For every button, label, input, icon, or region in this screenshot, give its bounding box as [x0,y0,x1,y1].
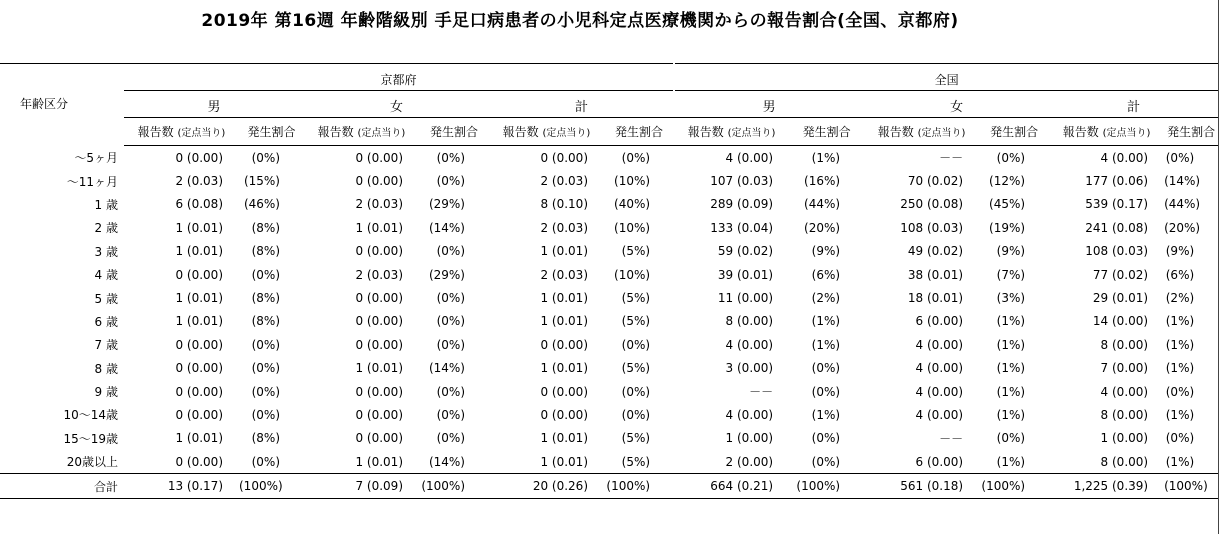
age-group-label: ～11ヶ月 [66,174,118,189]
region-header-national: 全国 [674,64,1218,91]
table-row [0,380,1218,403]
incidence-ratio-cell: (14%) [1164,174,1201,189]
incidence-ratio-cell: (29%) [428,267,465,282]
report-count-header [304,118,419,146]
age-group-label: 8 歳 [94,361,118,376]
table-row [0,403,1218,426]
incidence-ratio-cell: (0%) [251,337,280,352]
incidence-ratio-cell: (0%) [1165,384,1195,399]
report-count-cell: 39 (0.01) [717,267,774,282]
incidence-ratio-cell: (9%) [1165,244,1195,259]
incidence-ratio-cell: (1%) [996,361,1026,376]
report-count-cell: 0 (0.00) [175,384,223,399]
report-count-cell: 13 (0.17) [124,474,239,499]
report-count-cell: 241 (0.08) [1085,220,1149,235]
report-count-cell: 4 (0.00) [915,361,964,376]
report-count-cell: 11 (0.00) [717,291,774,306]
report-count-cell: 2 (0.03) [355,197,403,212]
incidence-ratio-cell: (8%) [251,314,280,329]
report-count-cell: 1 (0.01) [175,291,223,306]
sex-header: 男 [674,91,864,118]
report-count-cell: 0 (0.00) [175,267,223,282]
incidence-ratio-cell: (14%) [428,454,465,469]
report-count-cell: 38 (0.01) [907,267,964,282]
incidence-ratio-cell: (1%) [996,314,1026,329]
per-sentinel-label: (定点当り) [1102,128,1151,139]
report-count-cell: 7 (0.09) [304,474,419,499]
report-count-cell: 1 (0.01) [540,291,588,306]
report-count-header [124,118,239,146]
report-count-cell: 2 (0.03) [540,220,588,235]
incidence-ratio-cell: (0%) [621,384,651,399]
report-count-cell: 8 (0.00) [1100,454,1149,469]
report-count-label: 報告数 [877,125,914,139]
table-row [0,333,1218,356]
incidence-ratio-cell: (0%) [436,384,465,399]
incidence-ratio-header: 発生割合 [239,118,304,146]
incidence-ratio-cell: (100%) [604,474,674,499]
incidence-ratio-cell: (8%) [251,220,280,235]
report-count-cell: 107 (0.03) [710,174,774,189]
report-count-cell: 0 (0.00) [355,407,403,422]
incidence-ratio-cell: (3%) [996,291,1026,306]
report-count-cell: 1 (0.01) [540,431,588,446]
report-count-cell: 4 (0.00) [1100,150,1149,165]
report-count-cell: 7 (0.00) [1100,361,1149,376]
table-row [0,216,1218,239]
incidence-ratio-cell: (9%) [811,244,841,259]
incidence-ratio-header: 発生割合 [1164,118,1218,146]
incidence-ratio-cell: (5%) [621,244,651,259]
incidence-ratio-cell: (1%) [1165,337,1195,352]
report-count-label: 報告数 [137,125,174,139]
age-group-label: 7 歳 [94,338,118,353]
report-count-cell: 0 (0.00) [540,337,588,352]
report-count-cell: 0 (0.00) [355,150,403,165]
table-row [0,240,1218,263]
incidence-ratio-cell: (19%) [989,220,1026,235]
age-group-label: 6 歳 [94,314,118,329]
incidence-ratio-cell: (0%) [1165,150,1195,165]
report-count-cell: 0 (0.00) [355,174,403,189]
report-count-cell: 0 (0.00) [355,431,403,446]
report-count-cell: 6 (0.00) [915,454,964,469]
incidence-ratio-cell: (0%) [811,454,841,469]
incidence-ratio-cell: (0%) [811,384,841,399]
report-count-cell: 4 (0.00) [1100,384,1149,399]
incidence-ratio-cell: (1%) [1165,454,1195,469]
sex-header: 女 [864,91,1049,118]
incidence-ratio-cell: (5%) [621,361,651,376]
per-sentinel-label: (定点当り) [727,128,776,139]
incidence-ratio-cell: (0%) [621,150,651,165]
report-count-cell: 8 (0.00) [1100,337,1149,352]
report-count-cell: 6 (0.08) [175,197,223,212]
report-count-cell: 1 (0.01) [540,244,588,259]
report-count-cell: 2 (0.00) [725,454,774,469]
report-count-label: 報告数 [1062,125,1099,139]
report-count-cell: 70 (0.02) [907,174,964,189]
report-count-cell: 1,225 (0.39) [1049,474,1164,499]
incidence-ratio-cell: (10%) [614,267,651,282]
incidence-ratio-cell: (40%) [614,197,651,212]
report-count-cell: 177 (0.06) [1085,174,1149,189]
age-group-label: 20歳以上 [66,455,118,470]
report-count-cell: 0 (0.00) [175,150,223,165]
report-count-cell: 1 (0.01) [175,220,223,235]
incidence-ratio-cell: (5%) [621,454,651,469]
incidence-ratio-cell: (45%) [989,197,1026,212]
incidence-ratio-cell: (1%) [1165,361,1195,376]
age-group-label: 5 歳 [94,291,118,306]
incidence-ratio-cell: (0%) [436,150,465,165]
incidence-ratio-cell: (0%) [996,431,1026,446]
incidence-ratio-cell: (0%) [436,291,465,306]
table-row [0,357,1218,380]
report-count-cell: 1 (0.01) [355,361,403,376]
report-count-header [864,118,979,146]
report-count-cell: 1 (0.00) [1100,431,1149,446]
page-title: 2019年 第16週 年齢階級別 手足口病患者の小児科定点医療機関からの報告割合(全国、京都府) [201,11,959,31]
per-sentinel-label: (定点当り) [917,128,966,139]
report-count-cell: 2 (0.03) [175,174,223,189]
sex-header: 計 [1049,91,1218,118]
report-count-cell: 539 (0.17) [1085,197,1149,212]
incidence-ratio-cell: (0%) [1165,431,1195,446]
report-count-cell: 1 (0.01) [175,314,223,329]
incidence-ratio-cell: (20%) [1164,220,1201,235]
report-count-cell: 250 (0.08) [900,197,964,212]
incidence-ratio-cell: (0%) [621,337,651,352]
report-count-label: 報告数 [687,125,724,139]
per-sentinel-label: (定点当り) [357,128,406,139]
per-sentinel-label: (定点当り) [177,128,226,139]
table-row [0,310,1218,333]
incidence-ratio-cell: (9%) [996,244,1026,259]
table-row [0,193,1218,216]
incidence-ratio-cell: (10%) [614,174,651,189]
incidence-ratio-cell: (0%) [251,407,280,422]
age-group-label: 合計 [0,474,124,499]
incidence-ratio-cell: (0%) [251,150,280,165]
incidence-ratio-cell: (44%) [1164,197,1201,212]
report-count-cell: 0 (0.00) [540,384,588,399]
report-count-cell: 1 (0.01) [175,244,223,259]
report-count-cell: 6 (0.00) [915,314,964,329]
report-count-cell: 8 (0.00) [1100,407,1149,422]
report-count-cell: 4 (0.00) [915,407,964,422]
incidence-ratio-cell: (8%) [251,244,280,259]
report-count-header [674,118,789,146]
report-count-cell: 0 (0.00) [355,291,403,306]
total-row [0,474,1218,499]
report-count-cell: 0 (0.00) [355,314,403,329]
report-count-cell: 1 (0.01) [355,454,403,469]
report-count-cell: －－ [939,151,964,166]
incidence-ratio-cell: (8%) [251,431,280,446]
report-count-cell: 108 (0.03) [1085,244,1149,259]
report-count-cell: 561 (0.18) [864,474,979,499]
age-group-label: 1 歳 [94,197,118,212]
incidence-ratio-cell: (1%) [996,337,1026,352]
incidence-ratio-cell: (7%) [996,267,1026,282]
incidence-ratio-cell: (1%) [996,454,1026,469]
incidence-ratio-cell: (5%) [621,431,651,446]
report-count-header [1049,118,1164,146]
incidence-ratio-cell: (0%) [251,384,280,399]
report-count-cell: 29 (0.01) [1092,291,1149,306]
report-count-cell: 77 (0.02) [1092,267,1149,282]
incidence-ratio-cell: (5%) [621,314,651,329]
age-group-label: ～5ヶ月 [74,150,118,165]
age-group-label: 15～19歳 [63,431,118,446]
report-count-cell: 133 (0.04) [710,220,774,235]
incidence-ratio-cell: (0%) [811,431,841,446]
report-count-cell: 4 (0.00) [915,337,964,352]
report-count-cell: 0 (0.00) [175,407,223,422]
incidence-ratio-cell: (0%) [621,407,651,422]
report-count-header [489,118,604,146]
report-count-cell: 1 (0.01) [355,220,403,235]
region-header-kyoto: 京都府 [124,64,674,91]
report-count-cell: 0 (0.00) [540,407,588,422]
report-count-cell: 4 (0.00) [915,384,964,399]
table-row [0,169,1218,192]
report-count-label: 報告数 [317,125,354,139]
incidence-ratio-cell: (29%) [428,197,465,212]
table-row [0,450,1218,474]
table-row [0,286,1218,309]
incidence-ratio-cell: (20%) [804,220,841,235]
incidence-ratio-cell: (1%) [1165,407,1195,422]
incidence-ratio-cell: (0%) [251,267,280,282]
report-count-cell: 49 (0.02) [907,244,964,259]
report-count-cell: －－ [749,385,774,400]
report-count-cell: 20 (0.26) [489,474,604,499]
incidence-ratio-cell: (1%) [811,314,841,329]
incidence-ratio-cell: (100%) [419,474,489,499]
report-count-cell: 2 (0.03) [540,174,588,189]
age-group-label: 9 歳 [94,385,118,400]
age-group-label: 3 歳 [94,244,118,259]
incidence-ratio-cell: (100%) [789,474,864,499]
report-count-cell: 18 (0.01) [907,291,964,306]
incidence-ratio-cell: (0%) [436,431,465,446]
incidence-ratio-cell: (100%) [979,474,1049,499]
incidence-ratio-cell: (2%) [811,291,841,306]
report-count-cell: 108 (0.03) [900,220,964,235]
incidence-ratio-cell: (0%) [251,361,280,376]
report-table [0,63,1218,499]
table-row [0,146,1218,170]
incidence-ratio-cell: (100%) [1164,474,1218,499]
report-count-cell: 0 (0.00) [175,454,223,469]
incidence-ratio-cell: (1%) [996,407,1026,422]
report-count-cell: 1 (0.01) [175,431,223,446]
incidence-ratio-cell: (6%) [1165,267,1195,282]
incidence-ratio-cell: (46%) [243,197,280,212]
incidence-ratio-cell: (44%) [804,197,841,212]
report-count-cell: 4 (0.00) [725,150,774,165]
report-count-cell: 8 (0.10) [540,197,588,212]
incidence-ratio-cell: (0%) [436,337,465,352]
report-count-cell: 1 (0.01) [540,314,588,329]
incidence-ratio-cell: (14%) [428,220,465,235]
incidence-ratio-cell: (0%) [436,174,465,189]
age-group-label: 2 歳 [94,221,118,236]
report-count-cell: 1 (0.01) [540,454,588,469]
report-count-cell: 0 (0.00) [175,337,223,352]
report-count-cell: 8 (0.00) [725,314,774,329]
incidence-ratio-cell: (1%) [811,407,841,422]
report-count-cell: 2 (0.03) [355,267,403,282]
report-count-cell: 1 (0.01) [540,361,588,376]
report-count-cell: 0 (0.00) [355,244,403,259]
report-count-cell: 59 (0.02) [717,244,774,259]
incidence-ratio-cell: (0%) [436,407,465,422]
incidence-ratio-cell: (1%) [1165,314,1195,329]
report-count-cell: 0 (0.00) [355,337,403,352]
incidence-ratio-header: 発生割合 [979,118,1049,146]
sex-header: 女 [304,91,489,118]
incidence-ratio-cell: (0%) [811,361,841,376]
age-group-label: 4 歳 [94,268,118,283]
sex-header: 男 [124,91,304,118]
incidence-ratio-cell: (14%) [428,361,465,376]
incidence-ratio-header: 発生割合 [789,118,864,146]
incidence-ratio-cell: (6%) [811,267,841,282]
incidence-ratio-cell: (1%) [811,150,841,165]
incidence-ratio-cell: (0%) [251,454,280,469]
age-column-header: 年齢区分 [0,64,124,146]
report-count-cell: 0 (0.00) [355,384,403,399]
report-count-cell: 289 (0.09) [710,197,774,212]
incidence-ratio-cell: (0%) [996,150,1026,165]
report-count-cell: 3 (0.00) [725,361,774,376]
incidence-ratio-cell: (2%) [1165,291,1195,306]
per-sentinel-label: (定点当り) [542,128,591,139]
incidence-ratio-cell: (0%) [436,314,465,329]
report-count-cell: 0 (0.00) [540,150,588,165]
incidence-ratio-cell: (8%) [251,291,280,306]
table-row [0,427,1218,450]
incidence-ratio-cell: (15%) [243,174,280,189]
report-count-cell: 664 (0.21) [674,474,789,499]
incidence-ratio-cell: (100%) [239,474,304,499]
sex-header: 計 [489,91,674,118]
incidence-ratio-cell: (0%) [436,244,465,259]
report-count-cell: －－ [939,431,964,446]
incidence-ratio-cell: (12%) [989,174,1026,189]
incidence-ratio-cell: (1%) [996,384,1026,399]
incidence-ratio-cell: (10%) [614,220,651,235]
age-group-label: 10～14歳 [63,408,118,423]
report-count-cell: 1 (0.00) [725,431,774,446]
table-row [0,263,1218,286]
report-count-cell: 4 (0.00) [725,337,774,352]
incidence-ratio-header: 発生割合 [604,118,674,146]
incidence-ratio-cell: (16%) [804,174,841,189]
report-count-label: 報告数 [502,125,539,139]
incidence-ratio-cell: (1%) [811,337,841,352]
report-count-cell: 4 (0.00) [725,407,774,422]
report-count-cell: 2 (0.03) [540,267,588,282]
incidence-ratio-header: 発生割合 [419,118,489,146]
report-count-cell: 0 (0.00) [175,361,223,376]
incidence-ratio-cell: (5%) [621,291,651,306]
report-count-cell: 14 (0.00) [1092,314,1149,329]
